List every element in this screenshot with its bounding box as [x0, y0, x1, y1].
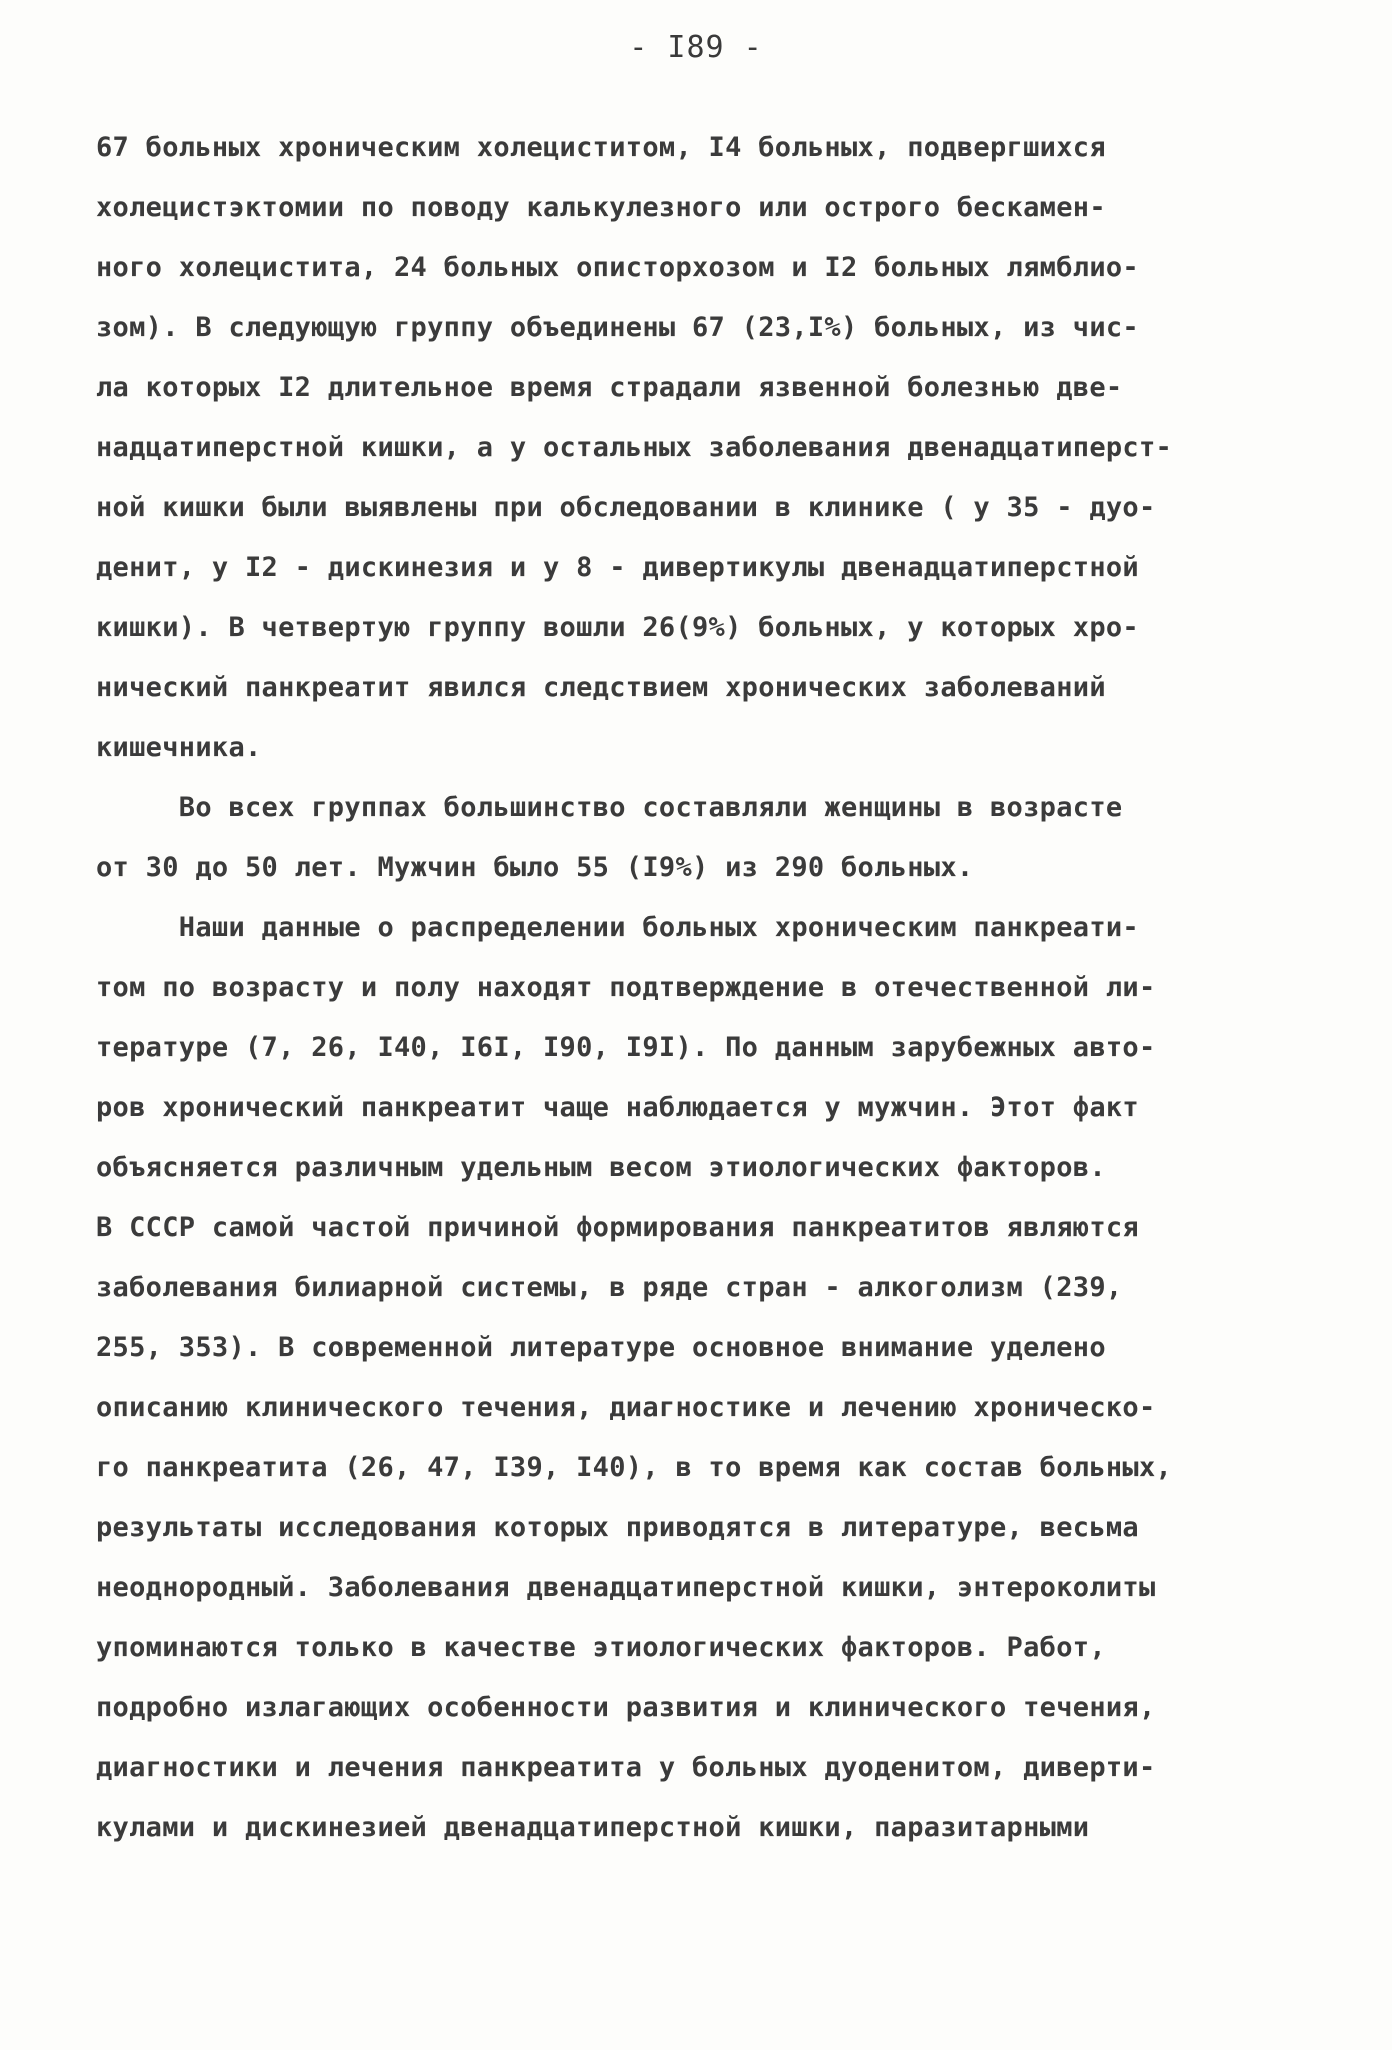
text-line: кулами и дискинезией двенадцатиперстной кишки, паразитарными — [96, 1812, 1090, 1843]
text-line: тературе (7, 26, I40, I6I, I90, I9I). По данным зарубежных авто- — [96, 1032, 1156, 1063]
text-line: 67 больных хроническим холециститом, I4 больных, подвергшихся — [96, 132, 1106, 163]
text-line: го панкреатита (26, 47, I39, I40), в то время как состав больных, — [96, 1452, 1173, 1483]
text-line: Во всех группах большинство составляли женщины в возрасте — [96, 792, 1123, 823]
text-line: описанию клинического течения, диагностике и лечению хроническо- — [96, 1392, 1156, 1423]
text-line: ного холецистита, 24 больных описторхозом и I2 больных лямблио- — [96, 252, 1139, 283]
text-line: надцатиперстной кишки, а у остальных заболевания двенадцатиперст- — [96, 432, 1173, 463]
text-line: кишечника. — [96, 732, 262, 763]
text-line: от 30 до 50 лет. Мужчин было 55 (I9%) из 290 больных. — [96, 852, 974, 883]
text-line: кишки). В четвертую группу вошли 26(9%) больных, у которых хро- — [96, 612, 1139, 643]
text-line: ла которых I2 длительное время страдали язвенной болезнью две- — [96, 372, 1123, 403]
text-line: 255, 353). В современной литературе основное внимание уделено — [96, 1332, 1106, 1363]
text-line: денит, у I2 - дискинезия и у 8 - дивертикулы двенадцатиперстной — [96, 552, 1139, 583]
text-line: зом). В следующую группу объединены 67 (23,I%) больных, из чис- — [96, 312, 1139, 343]
text-line: нический панкреатит явился следствием хронических заболеваний — [96, 672, 1106, 703]
text-line: подробно излагающих особенности развития и клинического течения, — [96, 1692, 1156, 1723]
text-line: результаты исследования которых приводятся в литературе, весьма — [96, 1512, 1139, 1543]
text-line: ров хронический панкреатит чаще наблюдается у мужчин. Этот факт — [96, 1092, 1139, 1123]
text-line: объясняется различным удельным весом этиологических факторов. — [96, 1152, 1106, 1183]
text-line: диагностики и лечения панкреатита у больных дуоденитом, диверти- — [96, 1752, 1156, 1783]
page-number: - I89 - — [629, 30, 763, 65]
text-line: заболевания билиарной системы, в ряде стран - алкоголизм (239, — [96, 1272, 1123, 1303]
body-text — [96, 118, 1326, 1858]
text-line: Наши данные о распределении больных хроническим панкреати- — [96, 912, 1139, 943]
text-line: ной кишки были выявлены при обследовании в клинике ( у 35 - дуо- — [96, 492, 1156, 523]
text-line: В СССР самой частой причиной формирования панкреатитов являются — [96, 1212, 1139, 1243]
text-line: неоднородный. Заболевания двенадцатиперстной кишки, энтероколиты — [96, 1572, 1156, 1603]
text-line: том по возрасту и полу находят подтверждение в отечественной ли- — [96, 972, 1156, 1003]
text-line: упоминаются только в качестве этиологических факторов. Работ, — [96, 1632, 1106, 1663]
text-line: холецистэктомии по поводу калькулезного или острого бескамен- — [96, 192, 1106, 223]
